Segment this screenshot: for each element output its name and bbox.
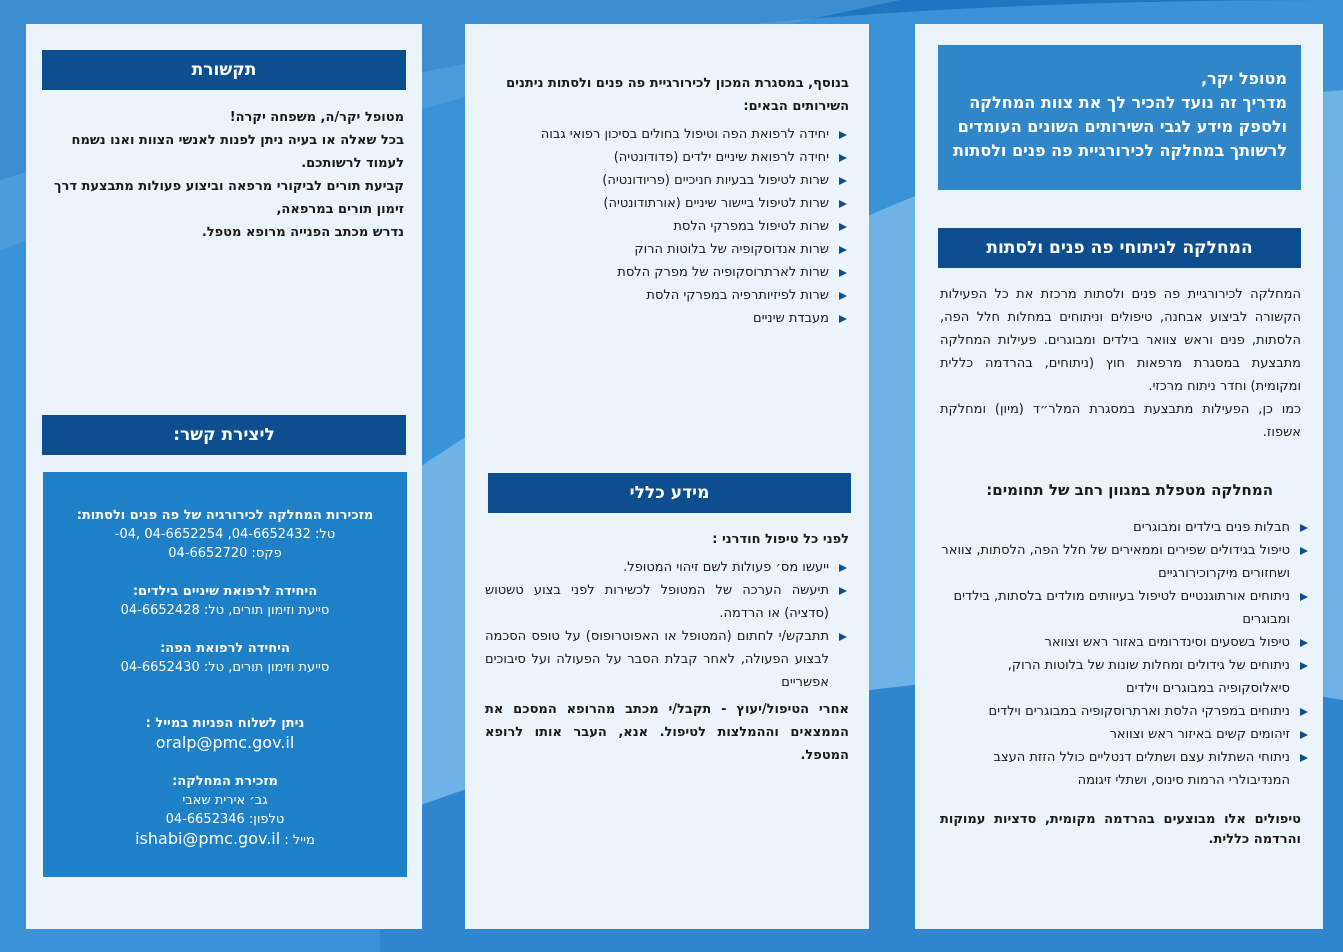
list-item-text: ניתוחים של גידולים ומחלות שונות של בלוטות הרוק, סיאלוסקופיה במבוגרים וילדים bbox=[1007, 658, 1290, 696]
dept-description bbox=[940, 283, 1301, 444]
anesthesia-note: טיפולים אלו מבוצעים בהרדמה מקומית, סדציות עמוקות והרדמה כללית. bbox=[940, 812, 1301, 847]
intro-line: לרשותך במחלקה לכירורגיית פה פנים ולסתות bbox=[953, 141, 1287, 160]
list-item-text: תתבקש/י לחתום (המטופל או האפוטרופוס) על טופס הסכמה לבצוע הפעולה, לאחר קבלת הסבר על הפעולה ועל סיבוכים אפשריים bbox=[485, 629, 829, 690]
peds-title: היחידה לרפואת שיניים בילדים: bbox=[132, 584, 318, 599]
comm-line: מטופל יקר/ה, משפחה יקרה! bbox=[229, 110, 404, 125]
secretariat-fax: פקס: 04-6652720 bbox=[168, 546, 282, 561]
list-item-text: זיהומים קשים באיזור ראש וצוואר bbox=[1109, 727, 1290, 742]
list-item bbox=[485, 238, 849, 261]
list-item-text: ייעשו מס׳ פעולות לשם זיהוי המטופל. bbox=[623, 560, 829, 575]
bullet-arrow-icon bbox=[1300, 547, 1308, 555]
intro-line: מדריך זה נועד להכיר לך את צוות המחלקה bbox=[969, 93, 1287, 112]
bullet-arrow-icon bbox=[839, 587, 847, 595]
list-item bbox=[940, 700, 1310, 723]
list-item bbox=[940, 654, 1310, 700]
bullet-arrow-icon bbox=[839, 269, 847, 277]
oral-title: היחידה לרפואת הפה: bbox=[160, 641, 290, 656]
services-list bbox=[485, 123, 849, 330]
email-title: ניתן לשלוח הפניות במייל : bbox=[145, 716, 305, 731]
bullet-arrow-icon bbox=[839, 315, 847, 323]
before-list bbox=[485, 556, 849, 694]
list-item bbox=[940, 516, 1310, 539]
bullet-arrow-icon bbox=[1300, 731, 1308, 739]
list-item-text: טיפול בגידולים שפירים וממאירים של חלל הפה, הלסתות, צוואר ושחזורים מיקרוכירורגיים bbox=[941, 543, 1290, 581]
secretariat-title: מזכירות המחלקה לכירורגיה של פה פנים ולסתות: bbox=[76, 508, 374, 523]
peds-line: סייעת וזימון תורים, טל: 04-6652428 bbox=[120, 603, 330, 618]
comm-line: קביעת תורים לביקורי מרפאה וביצוע פעולות מתבצעת דרך זימון תורים במרפאה, bbox=[53, 179, 404, 217]
oral-medicine-group bbox=[43, 639, 407, 677]
bullet-arrow-icon bbox=[839, 177, 847, 185]
right-panel bbox=[915, 24, 1323, 929]
before-title: לפני כל טיפול חודרני : bbox=[712, 532, 849, 547]
list-item bbox=[485, 284, 849, 307]
general-info-header: מידע כללי bbox=[488, 473, 851, 513]
bullet-arrow-icon bbox=[839, 200, 847, 208]
list-item-text: ניתוחים במפרקי הלסת וארתרוסקופיה במבוגרים וילדים bbox=[988, 704, 1290, 719]
list-item bbox=[485, 261, 849, 284]
dept-sec-phone: טלפון: 04-6652346 bbox=[165, 812, 285, 827]
dept-sec-name: גב׳ אירית שאבי bbox=[182, 793, 268, 808]
list-item bbox=[940, 585, 1310, 631]
list-item-text: יחידה לרפואת הפה וטיפול בחולים בסיכון רפואי גבוה bbox=[540, 127, 829, 142]
communication-header: תקשורת bbox=[42, 50, 406, 90]
list-item-text: שרות לארתרוסקופיה של מפרק הלסת bbox=[617, 265, 829, 280]
list-item-text: חבלות פנים בילדים ומבוגרים bbox=[1133, 520, 1290, 535]
email-link[interactable]: oralp@pmc.gov.il bbox=[155, 733, 295, 752]
bullet-arrow-icon bbox=[1300, 754, 1308, 762]
oral-line: סייעת וזימון תורים, טל: 04-6652430 bbox=[120, 660, 330, 675]
dept-paragraph: המחלקה לכירורגיית פה פנים ולסתות מרכזת את כל הפעילות הקשורה לביצוע אבחנה, טיפולים וניתוחים במחלות חלל הפה, הלסתות, פנים וראש צוואר בילדים ומבוגרים. פעילות המחלקה מתבצעת במסגרת מרפאות חוץ (ניתוחים, בהרדמה כללית ומקומית) וחדר ניתוח מרכזי. bbox=[940, 287, 1301, 394]
fields-title: המחלקה מטפלת במגוון רחב של תחומים: bbox=[986, 481, 1273, 499]
communication-text bbox=[42, 106, 404, 244]
bullet-arrow-icon bbox=[839, 131, 847, 139]
dept-header: המחלקה לניתוחי פה פנים ולסתות bbox=[938, 228, 1301, 268]
contact-header: ליצירת קשר: bbox=[42, 415, 406, 455]
dept-paragraph: כמו כן, הפעילות מתבצעת במסגרת המלר״ד (מיון) ומחלקת אשפוז. bbox=[940, 402, 1301, 440]
list-item bbox=[940, 539, 1310, 585]
list-item-text: יחידה לרפואת שיניים ילדים (פדודונטיה) bbox=[613, 150, 829, 165]
fields-list bbox=[940, 516, 1310, 792]
services-intro: בנוסף, במסגרת המכון לכירורגיית פה פנים ולסתות ניתנים השירותים הבאים: bbox=[506, 76, 849, 114]
list-item bbox=[485, 556, 849, 579]
list-item bbox=[485, 123, 849, 146]
dept-sec-email-link[interactable]: ishabi@pmc.gov.il bbox=[135, 829, 281, 848]
bullet-arrow-icon bbox=[839, 633, 847, 641]
dept-sec-mail-row bbox=[43, 829, 407, 850]
intro-line: ולספק מידע לגבי השירותים השונים העומדים bbox=[957, 117, 1287, 136]
list-item bbox=[485, 192, 849, 215]
comm-line: נדרש מכתב הפנייה מרופא מטפל. bbox=[201, 225, 404, 240]
dept-sec-title: מזכירת המחלקה: bbox=[172, 774, 278, 789]
list-item-text: שרות לטיפול ביישור שיניים (אורתודונטיה) bbox=[603, 196, 829, 211]
comm-line: בכל שאלה או בעיה ניתן לפנות לאנשי הצוות ואנו נשמח לעמוד לרשותכם. bbox=[71, 133, 404, 171]
list-item-text: מעבדת שיניים bbox=[752, 311, 829, 326]
bullet-arrow-icon bbox=[839, 292, 847, 300]
left-panel bbox=[26, 24, 422, 929]
list-item bbox=[485, 579, 849, 625]
list-item-text: שרות אנדוסקופיה של בלוטות הרוק bbox=[634, 242, 829, 257]
middle-panel bbox=[465, 24, 869, 929]
list-item-text: שרות לטיפול במפרקי הלסת bbox=[673, 219, 829, 234]
list-item-text: ניתוחים אורתוגנטיים לטיפול בעיוותים מולדים בלסתות, בילדים ומבוגרים bbox=[953, 589, 1290, 627]
bullet-arrow-icon bbox=[839, 154, 847, 162]
list-item bbox=[485, 625, 849, 694]
list-item-text: שרות לפיזיותרפיה במפרקי הלסת bbox=[646, 288, 829, 303]
bullet-arrow-icon bbox=[839, 246, 847, 254]
list-item-text: שרות לטיפול בבעיות חניכיים (פריודונטיה) bbox=[602, 173, 829, 188]
list-item-text: ניתוחי השתלות עצם ושתלים דנטליים כולל הזזת העצב המנדיבולרי הרמות סינוס, ושתלי זיגומה bbox=[993, 750, 1290, 788]
list-item bbox=[485, 169, 849, 192]
mail-label: מייל : bbox=[284, 833, 315, 848]
intro-box bbox=[938, 45, 1301, 190]
list-item-text: טיפול בשסעים וסינדרומים באזור ראש וצוואר bbox=[1044, 635, 1290, 650]
list-item bbox=[485, 146, 849, 169]
secretariat-group bbox=[43, 506, 407, 563]
list-item bbox=[940, 723, 1310, 746]
pediatric-dentistry-group bbox=[43, 582, 407, 620]
dept-secretary-group bbox=[43, 772, 407, 850]
list-item bbox=[940, 631, 1310, 654]
contact-box bbox=[43, 472, 407, 877]
bullet-arrow-icon bbox=[1300, 593, 1308, 601]
list-item bbox=[485, 215, 849, 238]
bullet-arrow-icon bbox=[1300, 708, 1308, 716]
bullet-arrow-icon bbox=[839, 223, 847, 231]
bullet-arrow-icon bbox=[1300, 639, 1308, 647]
bullet-arrow-icon bbox=[1300, 662, 1308, 670]
after-note: אחרי הטיפול/יעוץ - תקבל/י מכתב מהרופא המסכם את הממצאים וההמלצות לטיפול. אנא, העבר אותו לרופא המטפל. bbox=[485, 702, 849, 763]
bullet-arrow-icon bbox=[839, 564, 847, 572]
list-item bbox=[485, 307, 849, 330]
secretariat-phones: טל: 04-6652432, 04-6652254 ,04- bbox=[114, 527, 336, 542]
email-group bbox=[43, 714, 407, 752]
list-item-text: תיעשה הערכה של המטופל לכשירות לפני בצוע טשטוש (סדציה) או הרדמה. bbox=[485, 583, 829, 621]
bullet-arrow-icon bbox=[1300, 524, 1308, 532]
intro-line: מטופל יקר, bbox=[1201, 69, 1287, 88]
list-item bbox=[940, 746, 1310, 792]
